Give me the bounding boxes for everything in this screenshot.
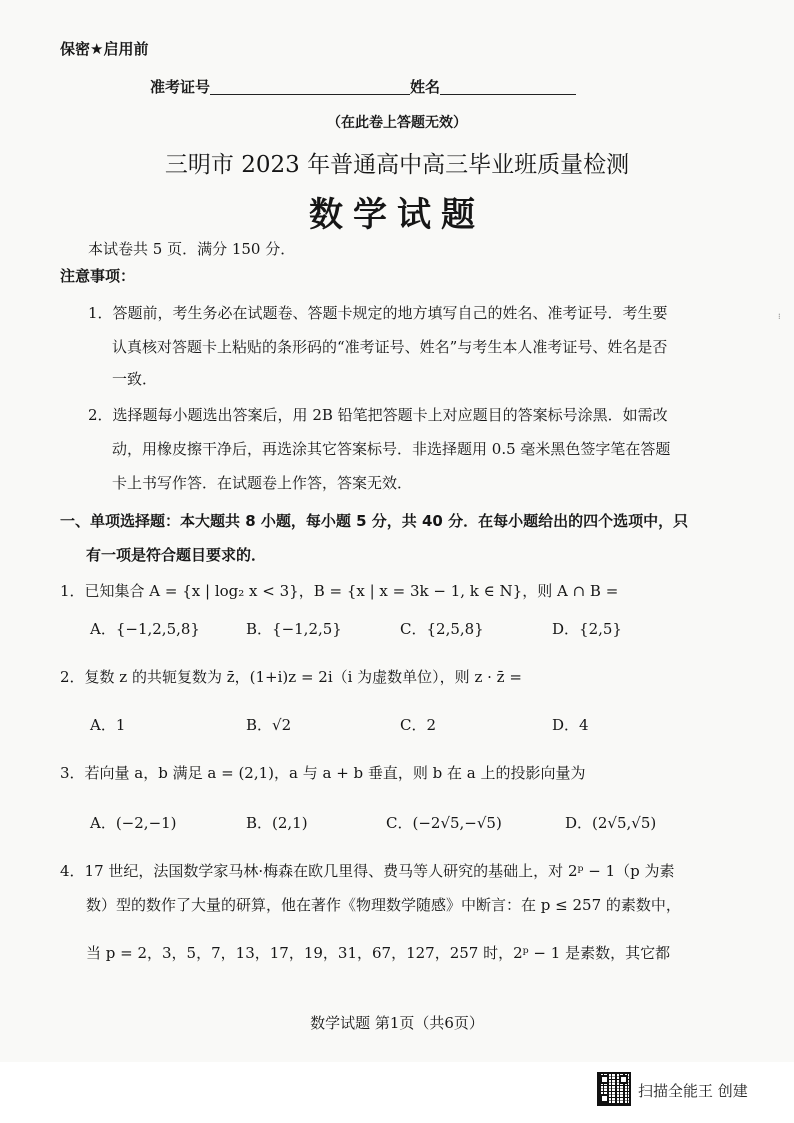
question-3-stem: 3．若向量 a，b 满足 a = (2,1)，a 与 a + b 垂直，则 b 在 a 上的投影向量为	[60, 764, 586, 782]
question-4-line-3: 当 p = 2，3，5，7，13，17，19，31，67，127，257 时，2ᵖ − 1 是素数，其它都	[86, 944, 671, 962]
note-2-line-1: 2．选择题每小题选出答案后，用 2B 铅笔把答题卡上对应题目的答案标号涂黑．如需改	[88, 406, 668, 424]
question-4-line-1: 4．17 世纪，法国数学家马林·梅森在欧几里得、费马等人研究的基础上，对 2ᵖ − 1（p 为素	[60, 862, 675, 880]
question-2-option-b: B．√2	[246, 716, 292, 734]
scanner-watermark: 扫描全能王 创建	[638, 1082, 748, 1100]
page-footer: 数学试题 第1页（共6页）	[310, 1014, 484, 1032]
exam-subtitle: 三明市 2023 年普通高中高三毕业班质量检测	[164, 152, 630, 178]
question-1-option-c: C．{2,5,8}	[400, 620, 484, 638]
exam-id-label: 准考证号	[150, 78, 211, 96]
note-2-line-3: 卡上书写作答．在试题卷上作答，答案无效．	[112, 474, 413, 492]
section-heading-line-1: 一、单项选择题：本大题共 8 小题，每小题 5 分，共 40 分．在每小题给出的四个选项中，只	[60, 512, 689, 530]
question-3-option-b: B．(2,1)	[246, 814, 308, 832]
question-1-option-a: A．{−1,2,5,8}	[90, 620, 200, 638]
question-3-option-d: D．(2√5,√5)	[565, 814, 657, 832]
notes-heading: 注意事项：	[60, 267, 136, 285]
question-2-option-d: D．4	[552, 716, 589, 734]
section-heading-line-2: 有一项是符合题目要求的．	[86, 546, 267, 564]
note-2-line-2: 动，用橡皮擦干净后，再选涂其它答案标号．非选择题用 0.5 毫米黑色签字笔在答题	[112, 440, 671, 458]
question-2-option-a: A．1	[90, 716, 126, 734]
question-1-stem: 1．已知集合 A = {x | log₂ x < 3}，B = {x | x = 3k − 1, k ∈ N}，则 A ∩ B =	[60, 582, 619, 600]
name-blank	[440, 80, 576, 95]
question-3-option-c: C．(−2√5,−√5)	[386, 814, 502, 832]
note-1-line-3: 一致．	[112, 370, 158, 388]
note-1-line-2: 认真核对答题卡上粘贴的条形码的“准考证号、姓名”与考生本人准考证号、姓名是否	[112, 338, 668, 356]
question-4-line-2: 数）型的数作了大量的研算，他在著作《物理数学随感》中断言：在 p ≤ 257 的素数中，	[86, 896, 681, 914]
paper-info: 本试卷共 5 页．满分 150 分．	[88, 240, 296, 258]
scan-speck: ⁝	[778, 312, 781, 321]
qr-code-icon	[597, 1072, 631, 1106]
candidate-info-line	[150, 76, 576, 97]
name-label: 姓名	[410, 78, 441, 96]
note-1-line-1: 1．答题前，考生务必在试题卷、答题卡规定的地方填写自己的姓名、准考证号．考生要	[88, 304, 668, 322]
question-2-stem: 2．复数 z 的共轭复数为 z̄，(1+i)z = 2i（i 为虚数单位），则 z · z̄ =	[60, 668, 522, 686]
invalid-answer-note: （在此卷上答题无效）	[327, 115, 467, 131]
exam-id-blank	[210, 80, 410, 95]
confidential-label: 保密★启用前	[60, 40, 149, 58]
question-1-option-d: D．{2,5}	[552, 620, 622, 638]
question-3-option-a: A．(−2,−1)	[90, 814, 177, 832]
exam-title: 数学试题	[309, 195, 485, 235]
question-1-option-b: B．{−1,2,5}	[246, 620, 342, 638]
question-2-option-c: C．2	[400, 716, 437, 734]
